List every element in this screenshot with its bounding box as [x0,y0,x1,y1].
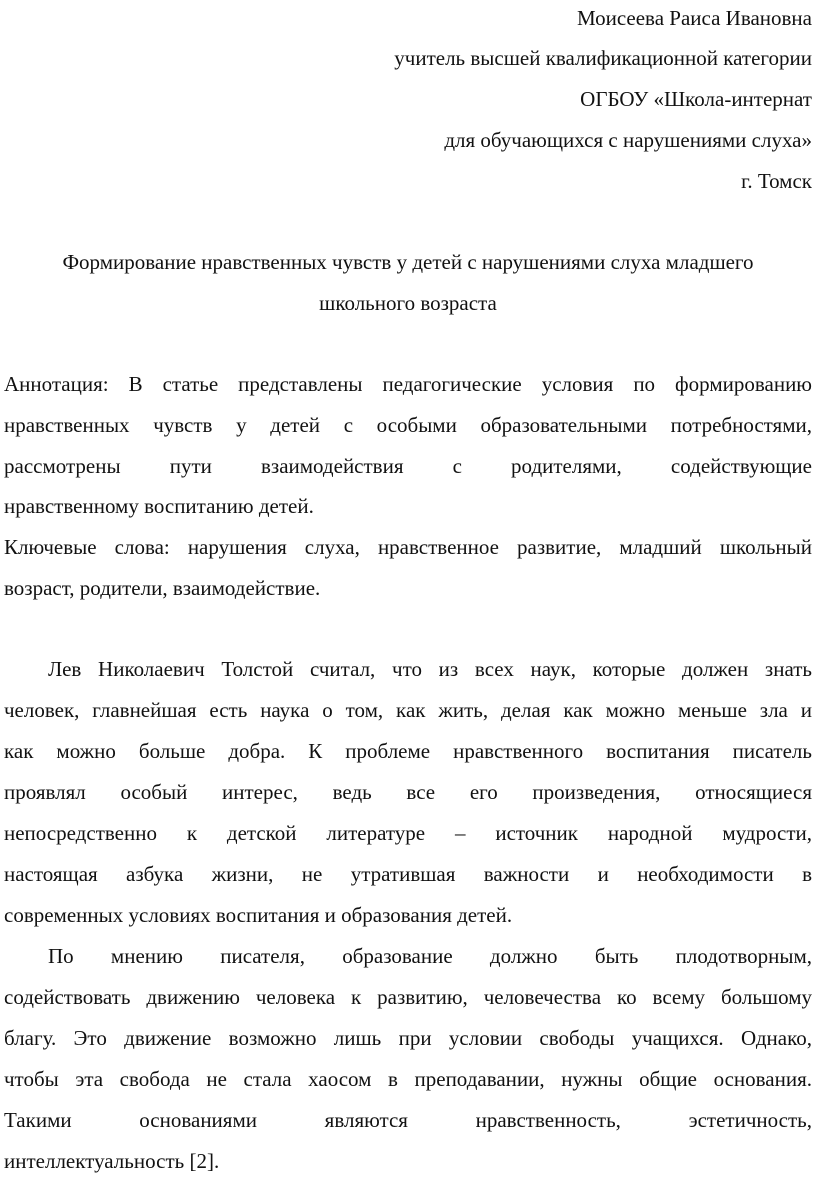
author-name: Моисеева Раиса Ивановна [576,6,812,30]
paragraph1-line: непосредственно к детской литературе – источник народной мудрости, [4,821,812,845]
annotation-line: нравственных чувств у детей с особыми образовательными потребностями, [4,413,812,437]
paragraph2-line: Такими основаниями являются нравственность, эстетичность, [4,1108,812,1132]
paragraph1-line: как можно больше добра. К проблеме нравственного воспитания писатель [4,739,812,763]
keywords-line: возраст, родители, взаимодействие. [4,576,321,600]
paragraph1-line: настоящая азбука жизни, не утратившая важности и необходимости в [4,862,812,886]
paragraph2-line: По мнению писателя, образование должно быть плодотворным, [48,944,812,968]
author-org-line1: ОГБОУ «Школа-интернат [580,87,812,111]
paragraph1-line: Лев Николаевич Толстой считал, что из всех наук, которые должен знать [48,657,812,681]
paragraph2-line: чтобы эта свобода не стала хаосом в преподавании, нужны общие основания. [4,1067,812,1091]
title-line1: Формирование нравственных чувств у детей с нарушениями слуха младшего [62,250,754,274]
annotation-line: нравственному воспитанию детей. [4,494,314,518]
paragraph1-line: проявлял особый интерес, ведь все его произведения, относящиеся [4,780,812,804]
annotation-line: Аннотация: В статье представлены педагогические условия по формированию [4,372,812,396]
author-city: г. Томск [741,169,812,193]
paragraph1-line: человек, главнейшая есть наука о том, как жить, делая как можно меньше зла и [4,698,812,722]
title-line2: школьного возраста [319,291,497,315]
keywords-line: Ключевые слова: нарушения слуха, нравственное развитие, младший школьный [4,535,812,559]
author-org-line2: для обучающихся с нарушениями слуха» [444,128,812,152]
paragraph2-line: содействовать движению человека к развитию, человечества ко всему большому [4,985,812,1009]
paragraph1-line: современных условиях воспитания и образования детей. [4,903,513,927]
paragraph2-line: интеллектуальность [2]. [4,1149,220,1173]
paragraph2-line: благу. Это движение возможно лишь при условии свободы учащихся. Однако, [4,1026,812,1050]
annotation-line: рассмотрены пути взаимодействия с родителями, содействующие [4,454,812,478]
author-position: учитель высшей квалификационной категории [394,46,812,70]
